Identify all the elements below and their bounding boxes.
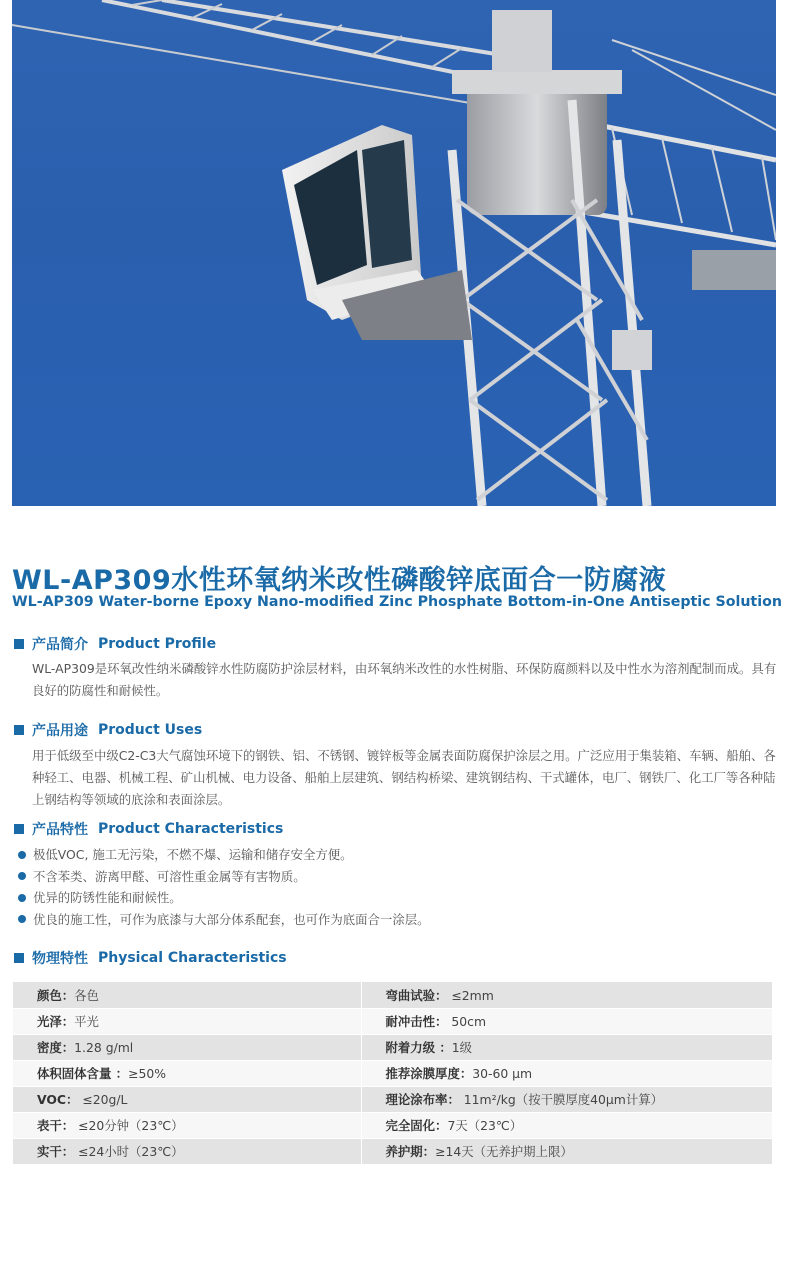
uses-text: 用于低级至中级C2-C3大气腐蚀环境下的钢铁、铝、不锈钢、镀锌板等金属表面防腐保护涂层之用。广泛应用于集装箱、车辆、船舶、各种轻工、电器、机械工程、矿山机械、电力设备、船舶上层建筑、钢结构桥梁、建筑钢结构、干式罐体，电厂、钢铁厂、化工厂等各种陆上钢结构等领域的底涂和表面涂层。 (32, 748, 776, 807)
property-value: 50cm (447, 1014, 487, 1029)
property-key: 耐冲击性： (385, 1014, 448, 1029)
bullet-dot-icon (18, 872, 26, 880)
square-bullet-icon (14, 639, 24, 649)
section-title-en: Product Uses (98, 722, 203, 738)
property-key: 表干： (37, 1118, 75, 1133)
property-key: 理论涂布率： (385, 1092, 460, 1107)
table-row (13, 1034, 772, 1060)
property-value: 7天（23℃） (447, 1118, 523, 1133)
profile-text: WL-AP309是环氧改性纳米磷酸锌水性防腐防护涂层材料，由环氧纳米改性的水性树脂、环保防腐颜料以及中性水为溶剂配制而成。具有良好的防腐性和耐候性。 (32, 661, 777, 698)
section-title-en: Product Characteristics (98, 821, 284, 837)
characteristics-list (18, 844, 778, 930)
section-header-profile (14, 635, 216, 653)
table-row (13, 1060, 772, 1086)
property-value: ≤20g/L (78, 1092, 128, 1107)
property-value: ≤24小时（23℃） (74, 1144, 184, 1159)
property-value: ≤2mm (447, 987, 494, 1003)
property-key: 推荐涂膜厚度： (385, 1066, 473, 1081)
property-key: 弯曲试验： (385, 987, 448, 1003)
product-title-cn: WL-AP309水性环氧纳米改性磷酸锌底面合一防腐液 (12, 565, 667, 596)
property-key: 光泽： (37, 1014, 75, 1029)
property-value: 1级 (451, 1040, 473, 1055)
property-value: 各色 (74, 987, 99, 1003)
property-key: 颜色： (37, 987, 75, 1003)
property-key: 实干： (37, 1144, 75, 1159)
table-row (13, 982, 772, 1008)
square-bullet-icon (14, 725, 24, 735)
list-item: 优异的防锈性能和耐候性。 (18, 887, 778, 909)
section-header-uses (14, 721, 202, 739)
section-title-cn: 产品简介 (32, 637, 88, 653)
bullet-dot-icon (18, 851, 26, 859)
property-key: 密度： (37, 1040, 75, 1055)
physical-properties-table (13, 982, 772, 1165)
table-row (13, 1086, 772, 1112)
list-item: 不含苯类、游离甲醛、可溶性重金属等有害物质。 (18, 866, 778, 888)
section-header-physical (14, 949, 287, 967)
list-item: 极低VOC, 施工无污染，不燃不爆、运输和储存安全方便。 (18, 844, 778, 866)
table-row (13, 1112, 772, 1138)
table-row (13, 1138, 772, 1164)
list-item: 优良的施工性，可作为底漆与大部分体系配套，也可作为底面合一涂层。 (18, 909, 778, 931)
square-bullet-icon (14, 953, 24, 963)
property-value: ≥14天（无养护期上限） (435, 1144, 573, 1159)
section-title-en: Product Profile (98, 636, 217, 652)
property-key: 体积固体含量 ： (37, 1066, 129, 1081)
property-value: 1.28 g/ml (74, 1040, 134, 1055)
property-key: 养护期： (385, 1144, 436, 1159)
hero-image (12, 0, 776, 506)
property-value: 11m²/kg（按干膜厚度40μm计算） (459, 1092, 664, 1107)
bullet-dot-icon (18, 915, 26, 923)
property-value: ≤20分钟（23℃） (74, 1118, 184, 1133)
section-header-characteristics (14, 820, 283, 838)
property-key: VOC： (37, 1092, 79, 1107)
bullet-dot-icon (18, 894, 26, 902)
section-title-cn: 产品特性 (32, 822, 88, 838)
property-value: ≥50% (128, 1066, 166, 1081)
product-title-en: WL-AP309 Water-borne Epoxy Nano-modified Zinc Phosphate Bottom-in-One Antiseptic Solution (12, 594, 782, 610)
square-bullet-icon (14, 824, 24, 834)
property-value: 30-60 μm (472, 1066, 533, 1081)
section-title-cn: 物理特性 (32, 951, 88, 967)
table-row (13, 1008, 772, 1034)
tower-crane-illustration (12, 0, 776, 506)
property-value: 平光 (74, 1014, 99, 1029)
section-title-en: Physical Characteristics (98, 950, 287, 966)
property-key: 附着力级 ： (385, 1040, 452, 1055)
property-key: 完全固化： (385, 1118, 448, 1133)
section-title-cn: 产品用途 (32, 723, 88, 739)
